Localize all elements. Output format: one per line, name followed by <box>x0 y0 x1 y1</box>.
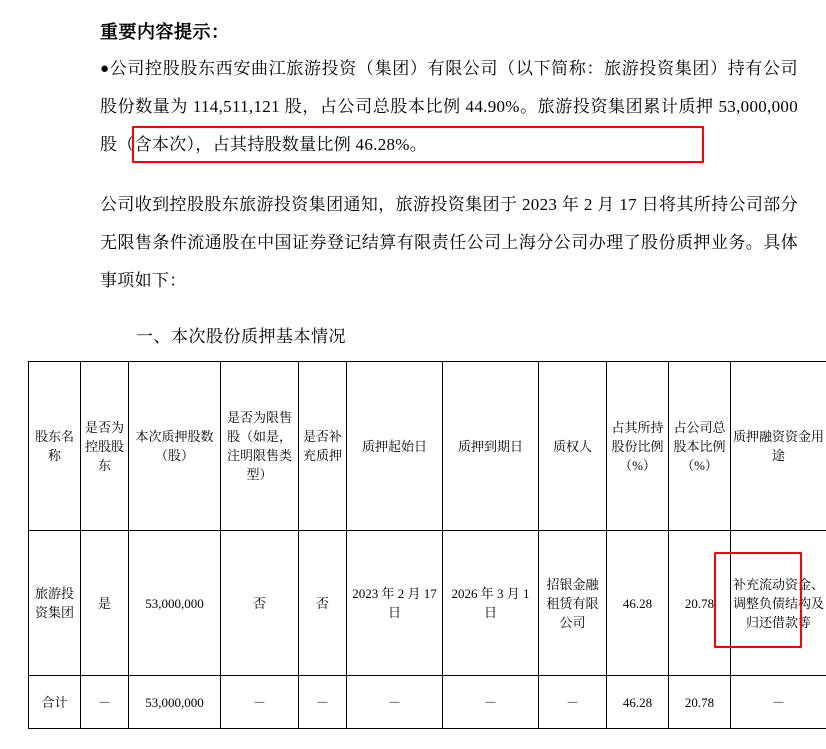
cell-total-label: 合计 <box>29 676 81 729</box>
cell-total-end-date: － <box>443 676 539 729</box>
cell-is-controlling: 是 <box>81 531 129 676</box>
cell-is-supplementary: 否 <box>299 531 347 676</box>
body-paragraph <box>28 186 798 300</box>
notice-paragraph <box>28 50 798 164</box>
cell-pct-of-total: 20.78 <box>669 531 731 676</box>
section-title: 一、本次股份质押基本情况 <box>136 327 346 346</box>
table-header-cell: 本次质押股数（股） <box>129 362 221 531</box>
cell-total-pct-of-total: 20.78 <box>669 676 731 729</box>
cell-total-pct-of-holding: 46.28 <box>607 676 669 729</box>
cell-total-start-date: － <box>347 676 443 729</box>
table-header-cell: 股东名称 <box>29 362 81 531</box>
cell-total-pledged-shares: 53,000,000 <box>129 676 221 729</box>
cell-total-is-restricted: － <box>221 676 299 729</box>
cell-pledgee: 招银金融租赁有限公司 <box>539 531 607 676</box>
cell-is-restricted: 否 <box>221 531 299 676</box>
body-paragraph-text: 公司收到控股股东旅游投资集团通知，旅游投资集团于 2023 年 2 月 17 日将其所持公司部分无限售条件流通股在中国证券登记结算有限责任公司上海分公司办理了股份质押业务。具体事项如下： <box>100 195 798 290</box>
table-total-row <box>29 676 826 729</box>
notice-heading: 重要内容提示： <box>100 22 230 42</box>
table-header-cell: 是否为控股股东 <box>81 362 129 531</box>
notice-paragraph-text: 公司控股股东西安曲江旅游投资（集团）有限公司（以下简称：旅游投资集团）持有公司股份数量为 114,511,121 股，占公司总股本比例 44.90%。旅游投资集团累计质押 53,000,000 股（含本次），占其持股数量比例 46.28%。 <box>100 59 798 154</box>
pledge-table <box>28 361 826 729</box>
table-header-cell: 占公司总股本比例（%） <box>669 362 731 531</box>
cell-pct-of-holding: 46.28 <box>607 531 669 676</box>
table-header-cell: 是否为限售股（如是，注明限售类型） <box>221 362 299 531</box>
bullet-marker: ● <box>100 61 110 77</box>
cell-end-date: 2026 年 3 月 1 日 <box>443 531 539 676</box>
cell-shareholder: 旅游投资集团 <box>29 531 81 676</box>
cell-total-is-supplementary: － <box>299 676 347 729</box>
table-header-cell: 占其所持股份比例（%） <box>607 362 669 531</box>
cell-total-use-of-funds: － <box>731 676 826 729</box>
table-header-cell: 质押到期日 <box>443 362 539 531</box>
cell-total-is-controlling: － <box>81 676 129 729</box>
table-header-cell: 质权人 <box>539 362 607 531</box>
table-header-row <box>29 362 826 531</box>
cell-pledged-shares: 53,000,000 <box>129 531 221 676</box>
table-row <box>29 531 826 676</box>
table-header-cell: 是否补充质押 <box>299 362 347 531</box>
cell-total-pledgee: － <box>539 676 607 729</box>
cell-use-of-funds: 补充流动资金、调整负债结构及归还借款等 <box>731 531 826 676</box>
cell-start-date: 2023 年 2 月 17 日 <box>347 531 443 676</box>
table-header-cell: 质押融资资金用途 <box>731 362 826 531</box>
table-header-cell: 质押起始日 <box>347 362 443 531</box>
